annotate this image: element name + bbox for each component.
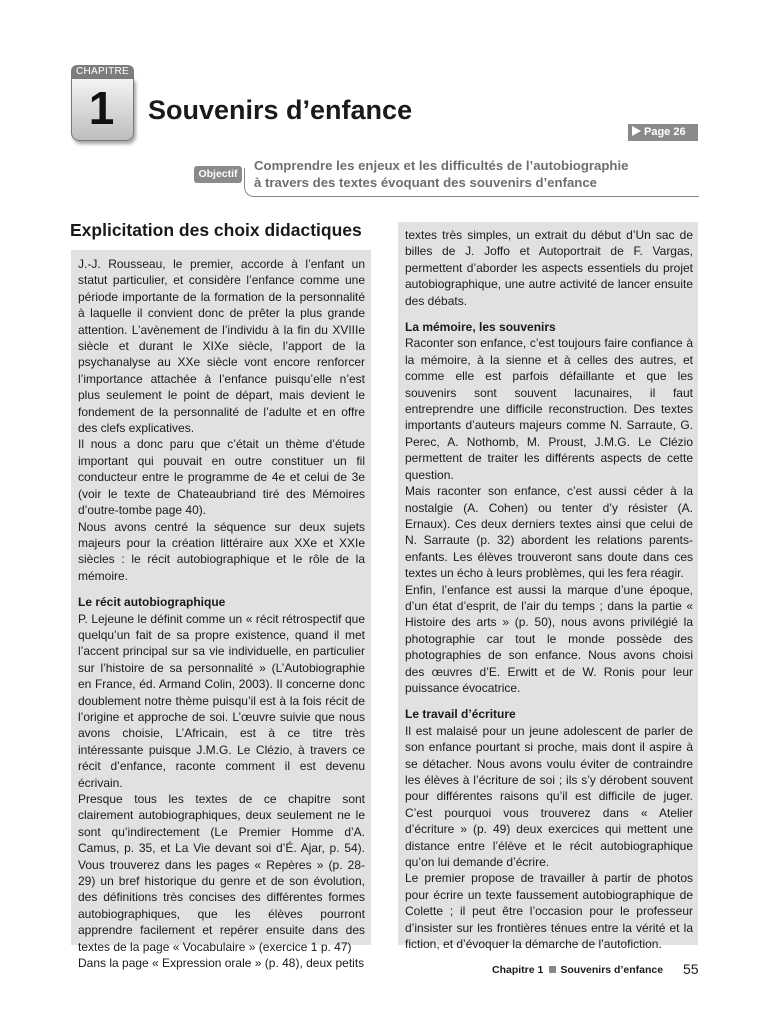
objective-line-1: Comprendre les enjeux et les difficultés de l’autobiographie [254,158,629,173]
chapter-badge [71,65,134,141]
paragraph: J.-J. Rousseau, le premier, accorde à l’enfant un statut particulier, et considère l’enfance comme une période importante de la formation de la personnalité à laquelle il convient donc de prêter la plus grande attention. L’avènement de l’individu à la fin du XVIIIe siècle et durant le XIXe siècle, l’apport de la psychanalyse au XXe siècle vont encore renforcer l’importance attachée à l’enfance puisqu’elle n’est plus seulement le point de départ, mais devient le fondement de la personnalité de l’adulte et en offre des clefs explicatives. [78,257,365,436]
paragraph: P. Lejeune le définit comme un « récit rétrospectif que quelqu’un fait de sa propre existence, quand il met l’accent principal sur sa vie individuelle, en particulier sur l’histoire de sa personnalité » (L’Autobiographie en France, éd. Armand Colin, 2003). Il concerne donc doublement notre thème puisqu’il est à la fois récit de l’origine et approche de soi. L’œuvre suivie que nous avons choisie, L’Africain, est à ce titre très intéressante puisque J.M.G. Le Clézio, à travers ce récit d’enfance, raconte comment il est devenu écrivain. [78,611,365,790]
objective-label: Objectif [194,166,242,183]
paragraph: Raconter son enfance, c’est toujours faire confiance à la mémoire, à la sienne et à celles des autres, et comme elle est parfois défaillante et que les souvenirs sont souvent lacunaires, il faut entreprendre une difficile reconstruction. Des textes importants d’auteurs majeurs comme N. Sarraute, G. Perec, A. Nothomb, M. Proust, J.M.G. Le Clézio permettent de traiter les différents aspects de cette question. [405,336,693,482]
paragraph: Le premier propose de travailler à partir de photos pour écrire un texte faussement autobiographique de Colette ; il peut être l’occasion pour le professeur d’insister sur les frontières ténues entre la vérité et la fiction, et d’évoquer la démarche de l’autofiction. [405,871,693,952]
paragraph: Dans la page « Expression orale » (p. 48), deux petits [78,956,365,971]
page-number: 55 [683,961,699,977]
footer-chapter [492,963,663,977]
footer-chapter-label: Chapitre 1 [492,964,544,976]
paragraph: Il est malaisé pour un jeune adolescent de parler de son enfance pourtant si proche, mais dont il aspire à se détacher. Nous avons voulu éviter de contraindre les élèves à l’écriture de soi ; ils s’y dérobent souvent pour différentes raisons qu’il est difficile de juger. C’est pourquoi vous trouverez dans « Atelier d’écriture » (p. 49) deux exercices qui mettent une distance entre l’élève et le récit autobiographique qu’on lui demande d’écrire. [405,723,693,870]
paragraph: Enfin, l’enfance est aussi la marque d’une époque, d’un état d’esprit, de l’air du temps ; dans la partie « Histoire des arts » (p. 50), nous avons privilégié la photographie car tout le monde possède des photographies de son enfance. Nous avons choisi des œuvres d’E. Erwitt et de W. Ronis pour leur puissance évocatrice. [405,582,693,695]
subheading-recit: Le récit autobiographique [78,595,226,610]
square-bullet-icon [549,966,556,973]
objective-line-2: à travers des textes évoquant des souvenirs d’enfance [254,175,598,190]
footer-chapter-title: Souvenirs d’enfance [560,964,664,976]
chapter-tab-label: CHAPITRE [71,65,134,79]
paragraph: Mais raconter son enfance, c’est aussi céder à la nostalgie (A. Cohen) ou tenter d’y résister (A. Ernaux). Ces deux derniers textes ainsi que celui de N. Sarraute (p. 32) abordent les relations parents-enfants. Les élèves trouveront sans doute dans ces textes un écho à leurs problèmes, qui les fera réagir. [405,484,693,581]
subheading-memoire: La mémoire, les souvenirs [405,320,556,335]
paragraph: textes très simples, un extrait du début d’Un sac de billes de J. Joffo et Autoportrait de F. Vargas, permettent d’aborder les aspects essentiels du projet autobiographique, une autre activité de lancer ensuite des débats. [405,228,693,308]
play-arrow-icon [632,126,641,136]
subheading-ecriture: Le travail d’écriture [405,707,516,722]
paragraph: Nous avons centré la séquence sur deux sujets majeurs pour la création littéraire aux XXe et XXIe siècles : le récit autobiographique et le rôle de la mémoire. [78,519,365,583]
page-reference [628,124,698,141]
paragraph: Il nous a donc paru que c’était un thème d’étude important qui pouvait en outre constituer un fil conducteur entre le programme de 4e et celui de 3e (voir le texte de Chateaubriand tiré des Mémoires d’outre-tombe page 40). [78,437,365,518]
right-column [398,222,698,952]
left-column [71,250,371,971]
page-reference-label: Page 26 [644,126,686,138]
chapter-title: Souvenirs d’enfance [148,95,413,125]
chapter-number: 1 [88,82,115,134]
objective-text [254,157,628,191]
section-title: Explicitation des choix didactiques [70,220,362,240]
paragraph: Presque tous les textes de ce chapitre sont clairement autobiographiques, deux seulement ne le sont qu’indirectement (Le Premier Homme d’A. Camus, p. 35, et La Vie devant soi d’É. Ajar, p. 54). Vous trouverez dans les pages « Repères » (p. 28-29) un bref historique du genre et de son évolution, des définitions très concises des différentes formes autobiographiques, que les élèves pourront apprendre facilement et repérer ensuite dans des textes de la page « Vocabulaire » (exercice 1 p. 47) [78,792,365,954]
